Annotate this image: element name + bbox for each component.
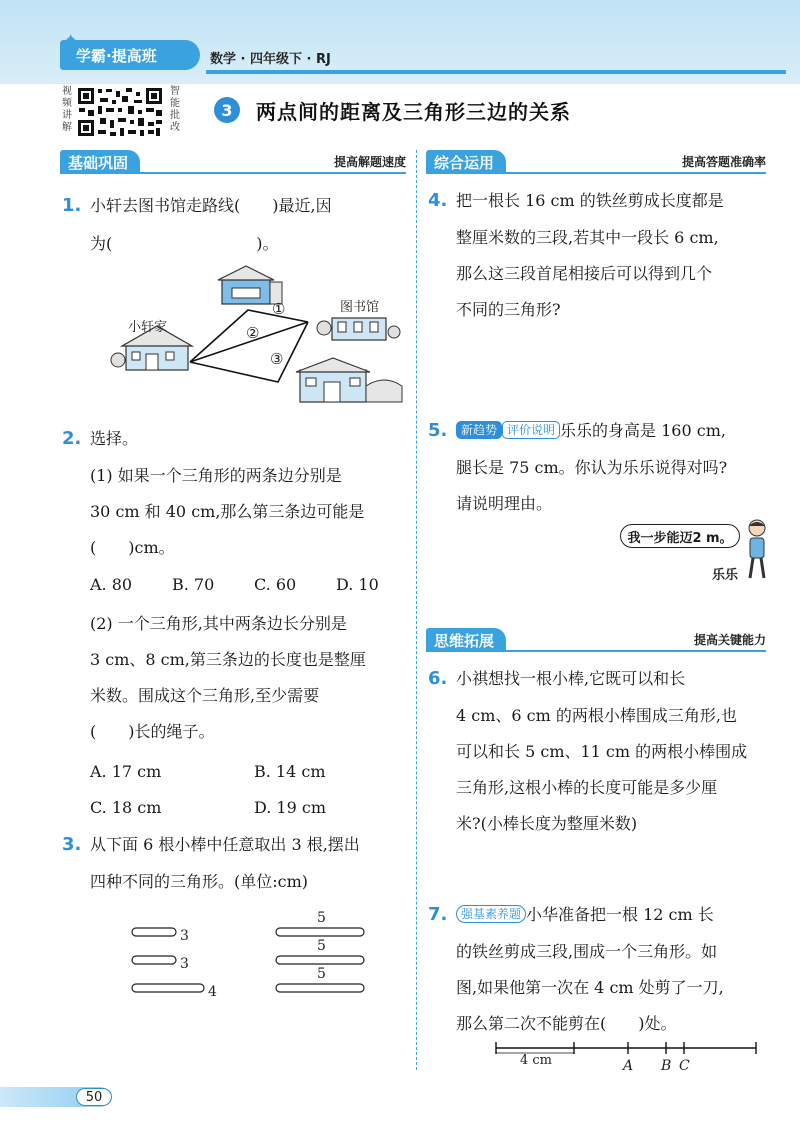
- q2-p2-line4: ( )长的绳子。: [90, 722, 215, 741]
- page-header: [0, 0, 800, 84]
- qr-left-label: 视频讲解: [62, 86, 72, 133]
- section-tab-comprehensive: 综合运用: [426, 150, 506, 174]
- q2-p2-line2: 3 cm、8 cm,第三条边的长度也是整厘: [90, 650, 366, 669]
- book-info: 数学 · 四年级下 · RJ: [210, 52, 331, 67]
- stick-3a-label: 3: [180, 928, 189, 944]
- q6-line1: 小祺想找一根小棒,它既可以和长: [456, 669, 686, 688]
- stick-5a: [276, 928, 364, 936]
- q6-line4: 三角形,这根小棒的长度可能是多少厘: [456, 778, 718, 797]
- q1-line2: 为( )。: [90, 234, 279, 253]
- stick-5b-label: 5: [317, 938, 326, 954]
- section-tab-basic: 基础巩固: [60, 150, 140, 174]
- q3-sticks-diagram: [128, 906, 368, 1000]
- q5-number: 5.: [428, 420, 448, 441]
- q5-line1-wrap: [456, 421, 726, 441]
- q3-line2: 四种不同的三角形。(单位:cm): [90, 872, 309, 891]
- q7-line2: 的铁丝剪成三段,围成一个三角形。如: [456, 942, 718, 961]
- q2-intro: 选择。: [90, 429, 139, 448]
- q7-ruler-label: 4 cm: [520, 1053, 553, 1068]
- q4-line3: 那么这三段首尾相接后可以得到几个: [456, 264, 713, 283]
- q7-tag: 强基素养题: [456, 905, 526, 923]
- qr-block[interactable]: [60, 86, 182, 140]
- qr-right-label: 智能批改: [170, 86, 180, 133]
- section-header-comprehensive: [426, 150, 766, 174]
- q5-tag-evaluate: 评价说明: [502, 421, 560, 439]
- stick-4: [132, 984, 204, 992]
- q1-number: 1.: [62, 195, 82, 216]
- stick-3b: [132, 956, 176, 964]
- lesson-title: 两点间的距离及三角形三边的关系: [256, 100, 571, 124]
- q2-p2-option-a: A. 17 cm: [90, 762, 162, 781]
- library-label: 图书馆: [340, 300, 380, 315]
- child-figure-icon: [742, 518, 772, 582]
- stick-5c: [276, 984, 364, 992]
- q6-line2: 4 cm、6 cm 的两根小棒围成三角形,也: [456, 706, 737, 725]
- q2-p2-line3: 米数。围成这个三角形,至少需要: [90, 686, 320, 705]
- section-subtitle-comprehensive: 提高答题准确率: [681, 155, 766, 169]
- brand-badge: 学霸·提高班: [60, 40, 200, 70]
- qr-code-icon[interactable]: [76, 86, 164, 138]
- lesson-number-badge: 3: [214, 97, 240, 123]
- header-rule: [206, 70, 786, 74]
- point-b-label: B: [661, 1058, 672, 1074]
- q2-p1-line3: ( )cm。: [90, 538, 175, 557]
- stick-5b: [276, 956, 364, 964]
- q7-line4: 那么第二次不能剪在( )处。: [456, 1014, 677, 1033]
- q5-line3: 请说明理由。: [456, 494, 553, 513]
- section-header-basic: [60, 150, 406, 174]
- top-building-icon: [218, 266, 282, 304]
- bottom-building-icon: [296, 358, 402, 402]
- route-1-label: ①: [272, 300, 286, 318]
- section-subtitle-extension: 提高关键能力: [693, 633, 766, 647]
- q5-tag-new-trend: 新趋势: [456, 421, 502, 439]
- q3-number: 3.: [62, 834, 82, 855]
- stick-5c-label: 5: [317, 966, 326, 982]
- q2-p1-option-d: D. 10: [336, 575, 379, 594]
- stick-4-label: 4: [208, 984, 217, 1000]
- q1-line1: 小轩去图书馆走路线( )最近,因: [90, 196, 332, 215]
- q2-p2-option-d: D. 19 cm: [254, 798, 327, 817]
- q2-number: 2.: [62, 428, 82, 449]
- q4-number: 4.: [428, 190, 448, 211]
- q2-p1-option-b: B. 70: [172, 575, 215, 594]
- point-a-label: A: [623, 1058, 634, 1074]
- q4-line4: 不同的三角形?: [456, 300, 561, 319]
- section-tab-extension: 思维拓展: [426, 628, 506, 652]
- q7-line3: 图,如果他第一次在 4 cm 处剪了一刀,: [456, 978, 724, 997]
- q4-line1: 把一根长 16 cm 的铁丝剪成长度都是: [456, 191, 724, 210]
- point-c-label: C: [679, 1058, 690, 1074]
- page-number: 50: [76, 1088, 112, 1106]
- q5-line1: 乐乐的身高是 160 cm,: [560, 421, 726, 440]
- q3-line1: 从下面 6 根小棒中任意取出 3 根,摆出: [90, 835, 360, 854]
- home-label: 小轩家: [128, 320, 168, 335]
- q4-line2: 整厘米数的三段,若其中一段长 6 cm,: [456, 228, 719, 247]
- route-2-label: ②: [246, 324, 260, 342]
- q7-number: 7.: [428, 904, 448, 925]
- q6-number: 6.: [428, 668, 448, 689]
- q2-p2-line1: (2) 一个三角形,其中两条边长分别是: [90, 614, 347, 633]
- q2-p1-option-c: C. 60: [254, 575, 297, 594]
- q2-p2-option-b: B. 14 cm: [254, 762, 326, 781]
- q2-p1-line1: (1) 如果一个三角形的两条边分别是: [90, 466, 342, 485]
- q6-line5: 米?(小棒长度为整厘米数): [456, 814, 638, 833]
- section-header-extension: [426, 628, 766, 652]
- stick-5a-label: 5: [317, 910, 326, 926]
- stick-3b-label: 3: [180, 956, 189, 972]
- route-3-label: ③: [270, 350, 284, 368]
- q7-line1: 小华准备把一根 12 cm 长: [526, 905, 714, 924]
- q2-p1-option-a: A. 80: [90, 575, 133, 594]
- q2-p1-line2: 30 cm 和 40 cm,那么第三条边可能是: [90, 502, 365, 521]
- q1-route-diagram: [110, 262, 410, 412]
- library-building-icon: [317, 318, 400, 340]
- section-subtitle-basic: 提高解题速度: [333, 155, 406, 169]
- column-divider: [416, 150, 417, 1070]
- stick-3a: [132, 928, 176, 936]
- q5-person-label: 乐乐: [712, 568, 739, 583]
- q7-line1-wrap: [456, 905, 714, 925]
- q5-line2: 腿长是 75 cm。你认为乐乐说得对吗?: [456, 458, 728, 477]
- q5-speech-bubble: 我一步能迈2 m。: [620, 524, 740, 548]
- q2-p2-option-c: C. 18 cm: [90, 798, 162, 817]
- q6-line3: 可以和长 5 cm、11 cm 的两根小棒围成: [456, 742, 748, 761]
